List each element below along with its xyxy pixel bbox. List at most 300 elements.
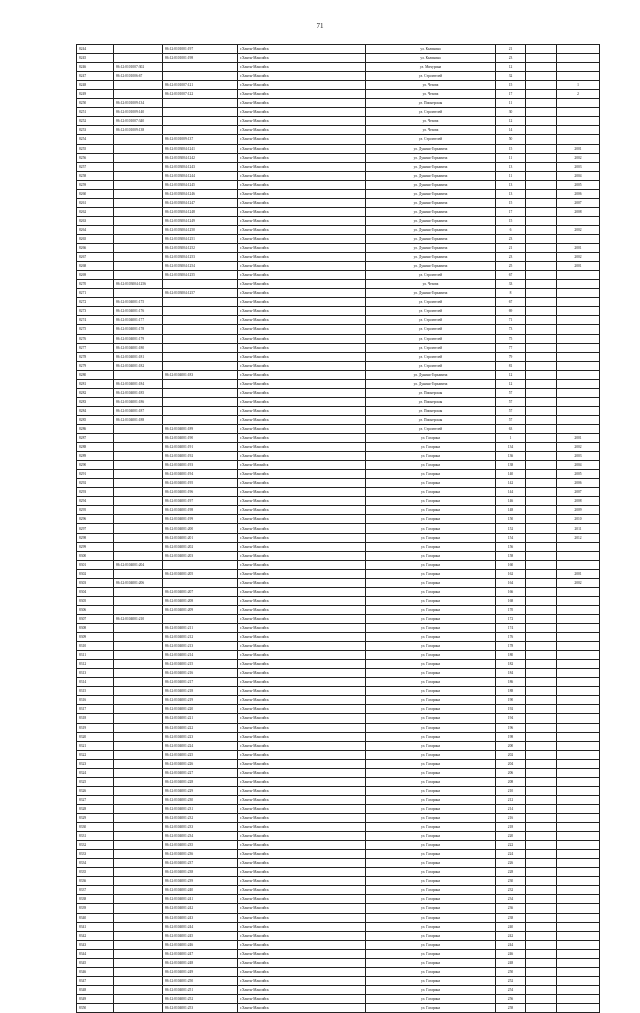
locality-cell: г.Ханты-Мансийск bbox=[238, 669, 366, 678]
row-number-cell: 8340 bbox=[77, 913, 114, 922]
building-cell bbox=[526, 642, 557, 651]
year-cell bbox=[557, 859, 600, 868]
table-row bbox=[77, 949, 600, 958]
cadastral-number-alt-cell: 86:12:0104001:243 bbox=[163, 913, 238, 922]
street-cell: ул. Строителей bbox=[366, 352, 496, 361]
table-row bbox=[77, 660, 600, 669]
table-row bbox=[77, 859, 600, 868]
cadastral-number-cell bbox=[114, 144, 163, 153]
cadastral-number-cell bbox=[114, 452, 163, 461]
house-number-cell: 23 bbox=[496, 253, 526, 262]
street-cell: ул. Гагарина bbox=[366, 678, 496, 687]
row-number-cell: 8338 bbox=[77, 895, 114, 904]
table-row bbox=[77, 180, 600, 189]
cadastral-number-cell: 86:12:0104001:180 bbox=[114, 343, 163, 352]
row-number-cell: 8290 bbox=[77, 461, 114, 470]
house-number-cell: 252 bbox=[496, 976, 526, 985]
street-cell: ул. Дунина-Горкавича bbox=[366, 198, 496, 207]
locality-cell: г.Ханты-Мансийск bbox=[238, 976, 366, 985]
year-cell bbox=[557, 723, 600, 732]
table-row bbox=[77, 569, 600, 578]
house-number-cell: 134 bbox=[496, 443, 526, 452]
year-cell bbox=[557, 117, 600, 126]
house-number-cell: 50 bbox=[496, 135, 526, 144]
street-cell: ул. Гагарина bbox=[366, 488, 496, 497]
building-cell bbox=[526, 958, 557, 967]
street-cell: ул. Гагарина bbox=[366, 841, 496, 850]
building-cell bbox=[526, 45, 557, 54]
locality-cell: г.Ханты-Мансийск bbox=[238, 108, 366, 117]
house-number-cell: 248 bbox=[496, 958, 526, 967]
locality-cell: г.Ханты-Мансийск bbox=[238, 135, 366, 144]
table-row bbox=[77, 99, 600, 108]
table-row bbox=[77, 379, 600, 388]
house-number-cell: 214 bbox=[496, 804, 526, 813]
table-row bbox=[77, 777, 600, 786]
table-row bbox=[77, 63, 600, 72]
year-cell bbox=[557, 868, 600, 877]
cadastral-number-cell bbox=[114, 497, 163, 506]
house-number-cell: 33 bbox=[496, 280, 526, 289]
cadastral-number-alt-cell bbox=[163, 560, 238, 569]
cadastral-number-cell bbox=[114, 515, 163, 524]
year-cell bbox=[557, 54, 600, 63]
cadastral-number-alt-cell: 86:12:0104001:246 bbox=[163, 940, 238, 949]
cadastral-number-alt-cell: 86:12:0103004:1245 bbox=[163, 180, 238, 189]
cadastral-number-cell bbox=[114, 931, 163, 940]
cadastral-number-cell: 86:12:0104001:176 bbox=[114, 307, 163, 316]
row-number-cell: 8337 bbox=[77, 886, 114, 895]
cadastral-number-alt-cell: 86:12:0104001:190 bbox=[163, 434, 238, 443]
row-number-cell: 8341 bbox=[77, 922, 114, 931]
street-cell: ул. Гагарина bbox=[366, 651, 496, 660]
year-cell bbox=[557, 99, 600, 108]
row-number-cell: 8308 bbox=[77, 624, 114, 633]
cadastral-number-cell bbox=[114, 859, 163, 868]
cadastral-number-cell bbox=[114, 488, 163, 497]
locality-cell: г.Ханты-Мансийск bbox=[238, 642, 366, 651]
row-number-cell: 8266 bbox=[77, 244, 114, 253]
year-cell bbox=[557, 976, 600, 985]
table-row bbox=[77, 81, 600, 90]
house-number-cell: 192 bbox=[496, 705, 526, 714]
locality-cell: г.Ханты-Мансийск bbox=[238, 90, 366, 99]
street-cell: ул. Пионерская bbox=[366, 397, 496, 406]
row-number-cell: 8345 bbox=[77, 958, 114, 967]
year-cell bbox=[557, 687, 600, 696]
street-cell: ул. Строителей bbox=[366, 307, 496, 316]
year-cell: 2004 bbox=[557, 461, 600, 470]
row-number-cell: 8323 bbox=[77, 759, 114, 768]
cadastral-number-cell bbox=[114, 153, 163, 162]
locality-cell: г.Ханты-Мансийск bbox=[238, 406, 366, 415]
house-number-cell: 204 bbox=[496, 759, 526, 768]
building-cell bbox=[526, 488, 557, 497]
building-cell bbox=[526, 895, 557, 904]
table-row bbox=[77, 759, 600, 768]
cadastral-number-alt-cell: 86:12:0104001:209 bbox=[163, 605, 238, 614]
cadastral-number-cell bbox=[114, 370, 163, 379]
street-cell: ул. Гагарина bbox=[366, 470, 496, 479]
house-number-cell: 196 bbox=[496, 723, 526, 732]
cadastral-number-cell bbox=[114, 741, 163, 750]
locality-cell: г.Ханты-Мансийск bbox=[238, 759, 366, 768]
locality-cell: г.Ханты-Мансийск bbox=[238, 307, 366, 316]
building-cell bbox=[526, 180, 557, 189]
locality-cell: г.Ханты-Мансийск bbox=[238, 750, 366, 759]
cadastral-number-cell: 86:12:0104001:186 bbox=[114, 397, 163, 406]
row-number-cell: 8313 bbox=[77, 669, 114, 678]
cadastral-number-alt-cell bbox=[163, 325, 238, 334]
table-row bbox=[77, 768, 600, 777]
cadastral-number-alt-cell: 86:12:0104001:195 bbox=[163, 479, 238, 488]
year-cell bbox=[557, 316, 600, 325]
locality-cell: г.Ханты-Мансийск bbox=[238, 633, 366, 642]
table-row bbox=[77, 578, 600, 587]
cadastral-number-cell bbox=[114, 768, 163, 777]
table-row bbox=[77, 633, 600, 642]
row-number-cell: 8276 bbox=[77, 334, 114, 343]
house-number-cell: 142 bbox=[496, 479, 526, 488]
building-cell bbox=[526, 886, 557, 895]
locality-cell: г.Ханты-Мансийск bbox=[238, 361, 366, 370]
cadastral-number-cell bbox=[114, 705, 163, 714]
locality-cell: г.Ханты-Мансийск bbox=[238, 949, 366, 958]
cadastral-number-alt-cell: 86:12:0103004:1250 bbox=[163, 225, 238, 234]
street-cell: ул. Дунина-Горкавича bbox=[366, 379, 496, 388]
building-cell bbox=[526, 533, 557, 542]
house-number-cell: 73 bbox=[496, 325, 526, 334]
house-number-cell: 164 bbox=[496, 578, 526, 587]
year-cell: 2009 bbox=[557, 506, 600, 515]
house-number-cell: 190 bbox=[496, 696, 526, 705]
house-number-cell: 21 bbox=[496, 45, 526, 54]
cadastral-number-cell: 86:12:0104001:185 bbox=[114, 388, 163, 397]
cadastral-number-cell bbox=[114, 461, 163, 470]
registry-table bbox=[76, 44, 600, 1013]
cadastral-number-alt-cell: 86:12:0104001:248 bbox=[163, 958, 238, 967]
house-number-cell: 198 bbox=[496, 732, 526, 741]
house-number-cell: 244 bbox=[496, 940, 526, 949]
year-cell bbox=[557, 216, 600, 225]
year-cell bbox=[557, 804, 600, 813]
year-cell bbox=[557, 271, 600, 280]
cadastral-number-alt-cell: 86:12:0104001:245 bbox=[163, 931, 238, 940]
table-row bbox=[77, 45, 600, 54]
house-number-cell: 228 bbox=[496, 868, 526, 877]
year-cell bbox=[557, 415, 600, 424]
year-cell bbox=[557, 424, 600, 433]
cadastral-number-alt-cell: 86:12:0101001:198 bbox=[163, 54, 238, 63]
house-number-cell: 162 bbox=[496, 569, 526, 578]
locality-cell: г.Ханты-Мансийск bbox=[238, 524, 366, 533]
table-row bbox=[77, 361, 600, 370]
cadastral-number-alt-cell: 86:12:0104001:238 bbox=[163, 868, 238, 877]
table-row bbox=[77, 253, 600, 262]
locality-cell: г.Ханты-Мансийск bbox=[238, 171, 366, 180]
locality-cell: г.Ханты-Мансийск bbox=[238, 45, 366, 54]
cadastral-number-alt-cell: 86:12:0101001:197 bbox=[163, 45, 238, 54]
cadastral-number-alt-cell: 86:12:0104001:223 bbox=[163, 732, 238, 741]
street-cell: ул. Гагарина bbox=[366, 949, 496, 958]
street-cell: ул. Гагарина bbox=[366, 985, 496, 994]
row-number-cell: 8258 bbox=[77, 171, 114, 180]
row-number-cell: 8246 bbox=[77, 63, 114, 72]
year-cell bbox=[557, 72, 600, 81]
table-row bbox=[77, 117, 600, 126]
building-cell bbox=[526, 397, 557, 406]
house-number-cell: 21 bbox=[496, 244, 526, 253]
house-number-cell: 12 bbox=[496, 117, 526, 126]
cadastral-number-alt-cell: 86:12:0104001:219 bbox=[163, 696, 238, 705]
cadastral-number-alt-cell: 86:12:0104001:226 bbox=[163, 759, 238, 768]
street-cell: ул. Гагарина bbox=[366, 868, 496, 877]
row-number-cell: 8327 bbox=[77, 795, 114, 804]
cadastral-number-cell bbox=[114, 823, 163, 832]
locality-cell: г.Ханты-Мансийск bbox=[238, 207, 366, 216]
house-number-cell: 57 bbox=[496, 406, 526, 415]
locality-cell: г.Ханты-Мансийск bbox=[238, 180, 366, 189]
row-number-cell: 8328 bbox=[77, 804, 114, 813]
row-number-cell: 8335 bbox=[77, 868, 114, 877]
table-row bbox=[77, 244, 600, 253]
locality-cell: г.Ханты-Мансийск bbox=[238, 72, 366, 81]
row-number-cell: 8302 bbox=[77, 569, 114, 578]
cadastral-number-cell bbox=[114, 759, 163, 768]
street-cell: ул. Гагарина bbox=[366, 533, 496, 542]
locality-cell: г.Ханты-Мансийск bbox=[238, 352, 366, 361]
year-cell bbox=[557, 985, 600, 994]
row-number-cell: 8301 bbox=[77, 560, 114, 569]
table-row bbox=[77, 750, 600, 759]
street-cell: ул. Гагарина bbox=[366, 669, 496, 678]
row-number-cell: 8248 bbox=[77, 81, 114, 90]
building-cell bbox=[526, 316, 557, 325]
street-cell: ул. Гагарина bbox=[366, 994, 496, 1003]
building-cell bbox=[526, 506, 557, 515]
table-row bbox=[77, 1003, 600, 1012]
table-row bbox=[77, 479, 600, 488]
cadastral-number-cell bbox=[114, 198, 163, 207]
year-cell bbox=[557, 343, 600, 352]
year-cell bbox=[557, 705, 600, 714]
cadastral-number-alt-cell: 86:12:0104001:217 bbox=[163, 678, 238, 687]
building-cell bbox=[526, 153, 557, 162]
year-cell: 2002 bbox=[557, 443, 600, 452]
row-number-cell: 8278 bbox=[77, 352, 114, 361]
cadastral-number-alt-cell bbox=[163, 298, 238, 307]
cadastral-number-cell bbox=[114, 985, 163, 994]
street-cell: ул. Гагарина bbox=[366, 705, 496, 714]
cadastral-number-cell bbox=[114, 886, 163, 895]
building-cell bbox=[526, 298, 557, 307]
table-row bbox=[77, 741, 600, 750]
locality-cell: г.Ханты-Мансийск bbox=[238, 551, 366, 560]
street-cell: ул. Строителей bbox=[366, 298, 496, 307]
building-cell bbox=[526, 633, 557, 642]
cadastral-number-alt-cell: 86:12:0103004:1254 bbox=[163, 262, 238, 271]
year-cell bbox=[557, 786, 600, 795]
cadastral-number-cell: 86:12:0104001:181 bbox=[114, 352, 163, 361]
row-number-cell: 8275 bbox=[77, 325, 114, 334]
building-cell bbox=[526, 850, 557, 859]
street-cell: ул. Дунина-Горкавича bbox=[366, 253, 496, 262]
house-number-cell: 172 bbox=[496, 614, 526, 623]
cadastral-number-alt-cell: 86:12:0104001:216 bbox=[163, 669, 238, 678]
row-number-cell: 8283 bbox=[77, 397, 114, 406]
year-cell bbox=[557, 931, 600, 940]
cadastral-number-alt-cell: 86:12:0104001:189 bbox=[163, 424, 238, 433]
year-cell: 2005 bbox=[557, 180, 600, 189]
street-cell: ул. Гагарина bbox=[366, 551, 496, 560]
street-cell: ул. Гагарина bbox=[366, 497, 496, 506]
cadastral-number-alt-cell: 86:12:0104001:241 bbox=[163, 895, 238, 904]
table-row bbox=[77, 533, 600, 542]
table-row bbox=[77, 841, 600, 850]
cadastral-number-cell: 86:12:0104001:206 bbox=[114, 578, 163, 587]
cadastral-number-alt-cell: 86:12:0103004:1252 bbox=[163, 244, 238, 253]
locality-cell: г.Ханты-Мансийск bbox=[238, 280, 366, 289]
cadastral-number-cell bbox=[114, 189, 163, 198]
street-cell: ул. Гагарина bbox=[366, 443, 496, 452]
street-cell: ул. Гагарина bbox=[366, 913, 496, 922]
cadastral-number-cell bbox=[114, 542, 163, 551]
house-number-cell: 170 bbox=[496, 605, 526, 614]
locality-cell: г.Ханты-Мансийск bbox=[238, 117, 366, 126]
year-cell bbox=[557, 596, 600, 605]
locality-cell: г.Ханты-Мансийск bbox=[238, 868, 366, 877]
cadastral-number-cell bbox=[114, 289, 163, 298]
locality-cell: г.Ханты-Мансийск bbox=[238, 244, 366, 253]
row-number-cell: 8272 bbox=[77, 298, 114, 307]
street-cell: ул. Дунина-Горкавича bbox=[366, 370, 496, 379]
street-cell: ул. Калинина bbox=[366, 45, 496, 54]
year-cell: 2008 bbox=[557, 497, 600, 506]
locality-cell: г.Ханты-Мансийск bbox=[238, 316, 366, 325]
row-number-cell: 8347 bbox=[77, 976, 114, 985]
building-cell bbox=[526, 108, 557, 117]
cadastral-number-alt-cell: 86:12:0104001:229 bbox=[163, 786, 238, 795]
house-number-cell: 71 bbox=[496, 316, 526, 325]
house-number-cell: 160 bbox=[496, 560, 526, 569]
year-cell: 2 bbox=[557, 90, 600, 99]
building-cell bbox=[526, 144, 557, 153]
row-number-cell: 8289 bbox=[77, 452, 114, 461]
house-number-cell: 168 bbox=[496, 596, 526, 605]
street-cell: ул. Гагарина bbox=[366, 524, 496, 533]
building-cell bbox=[526, 669, 557, 678]
year-cell bbox=[557, 759, 600, 768]
street-cell: ул. Гагарина bbox=[366, 741, 496, 750]
cadastral-number-cell bbox=[114, 958, 163, 967]
cadastral-number-cell bbox=[114, 244, 163, 253]
house-number-cell: 12 bbox=[496, 379, 526, 388]
table-row bbox=[77, 515, 600, 524]
locality-cell: г.Ханты-Мansийск bbox=[238, 461, 366, 470]
building-cell bbox=[526, 994, 557, 1003]
year-cell bbox=[557, 994, 600, 1003]
building-cell bbox=[526, 361, 557, 370]
street-cell: ул. Гагарина bbox=[366, 461, 496, 470]
table-row bbox=[77, 289, 600, 298]
row-number-cell: 8280 bbox=[77, 370, 114, 379]
table-row bbox=[77, 804, 600, 813]
cadastral-number-alt-cell: 86:12:0104001:203 bbox=[163, 551, 238, 560]
year-cell bbox=[557, 768, 600, 777]
street-cell: ул. Чехова bbox=[366, 90, 496, 99]
building-cell bbox=[526, 976, 557, 985]
cadastral-number-alt-cell: 86:12:0104001:242 bbox=[163, 904, 238, 913]
cadastral-number-cell bbox=[114, 868, 163, 877]
cadastral-number-cell bbox=[114, 795, 163, 804]
row-number-cell: 8343 bbox=[77, 940, 114, 949]
cadastral-number-cell bbox=[114, 271, 163, 280]
locality-cell: г.Ханты-Мансийск bbox=[238, 859, 366, 868]
cadastral-number-cell bbox=[114, 524, 163, 533]
year-cell bbox=[557, 45, 600, 54]
year-cell bbox=[557, 714, 600, 723]
year-cell bbox=[557, 895, 600, 904]
house-number-cell: 79 bbox=[496, 352, 526, 361]
row-number-cell: 8263 bbox=[77, 216, 114, 225]
table-row bbox=[77, 642, 600, 651]
table-row bbox=[77, 352, 600, 361]
cadastral-number-cell bbox=[114, 660, 163, 669]
building-cell bbox=[526, 678, 557, 687]
cadastral-number-alt-cell bbox=[163, 63, 238, 72]
house-number-cell: 194 bbox=[496, 714, 526, 723]
cadastral-number-alt-cell: 86:12:0104001:214 bbox=[163, 651, 238, 660]
cadastral-number-cell bbox=[114, 506, 163, 515]
cadastral-number-cell bbox=[114, 54, 163, 63]
cadastral-number-alt-cell: 86:12:0104001:231 bbox=[163, 804, 238, 813]
row-number-cell: 8274 bbox=[77, 316, 114, 325]
cadastral-number-cell bbox=[114, 949, 163, 958]
row-number-cell: 8247 bbox=[77, 72, 114, 81]
year-cell bbox=[557, 696, 600, 705]
street-cell: ул. Гагарина bbox=[366, 813, 496, 822]
cadastral-number-alt-cell: 86:12:0104001:191 bbox=[163, 443, 238, 452]
house-number-cell: 13 bbox=[496, 189, 526, 198]
cadastral-number-alt-cell: 86:12:0103004:1241 bbox=[163, 144, 238, 153]
row-number-cell: 8285 bbox=[77, 415, 114, 424]
locality-cell: г.Ханты-Мансийск bbox=[238, 253, 366, 262]
year-cell: 2001 bbox=[557, 569, 600, 578]
table-row bbox=[77, 886, 600, 895]
locality-cell: г.Ханты-Мансийск bbox=[238, 678, 366, 687]
table-row bbox=[77, 587, 600, 596]
cadastral-number-alt-cell: 86:12:0104001:201 bbox=[163, 533, 238, 542]
house-number-cell: 30 bbox=[496, 108, 526, 117]
table-row bbox=[77, 90, 600, 99]
table-row bbox=[77, 723, 600, 732]
cadastral-number-cell bbox=[114, 714, 163, 723]
year-cell bbox=[557, 777, 600, 786]
cadastral-number-cell bbox=[114, 479, 163, 488]
cadastral-number-alt-cell: 86:12:0104001:212 bbox=[163, 633, 238, 642]
locality-cell: г.Ханты-Мансийск bbox=[238, 569, 366, 578]
row-number-cell: 8279 bbox=[77, 361, 114, 370]
locality-cell: г.Ханты-Мансийск bbox=[238, 732, 366, 741]
cadastral-number-cell bbox=[114, 994, 163, 1003]
locality-cell: г.Ханты-Мансийск bbox=[238, 54, 366, 63]
cadastral-number-alt-cell: 86:12:0103004:1249 bbox=[163, 216, 238, 225]
row-number-cell: 8250 bbox=[77, 99, 114, 108]
table-row bbox=[77, 560, 600, 569]
building-cell bbox=[526, 832, 557, 841]
house-number-cell: 140 bbox=[496, 470, 526, 479]
cadastral-number-cell bbox=[114, 750, 163, 759]
